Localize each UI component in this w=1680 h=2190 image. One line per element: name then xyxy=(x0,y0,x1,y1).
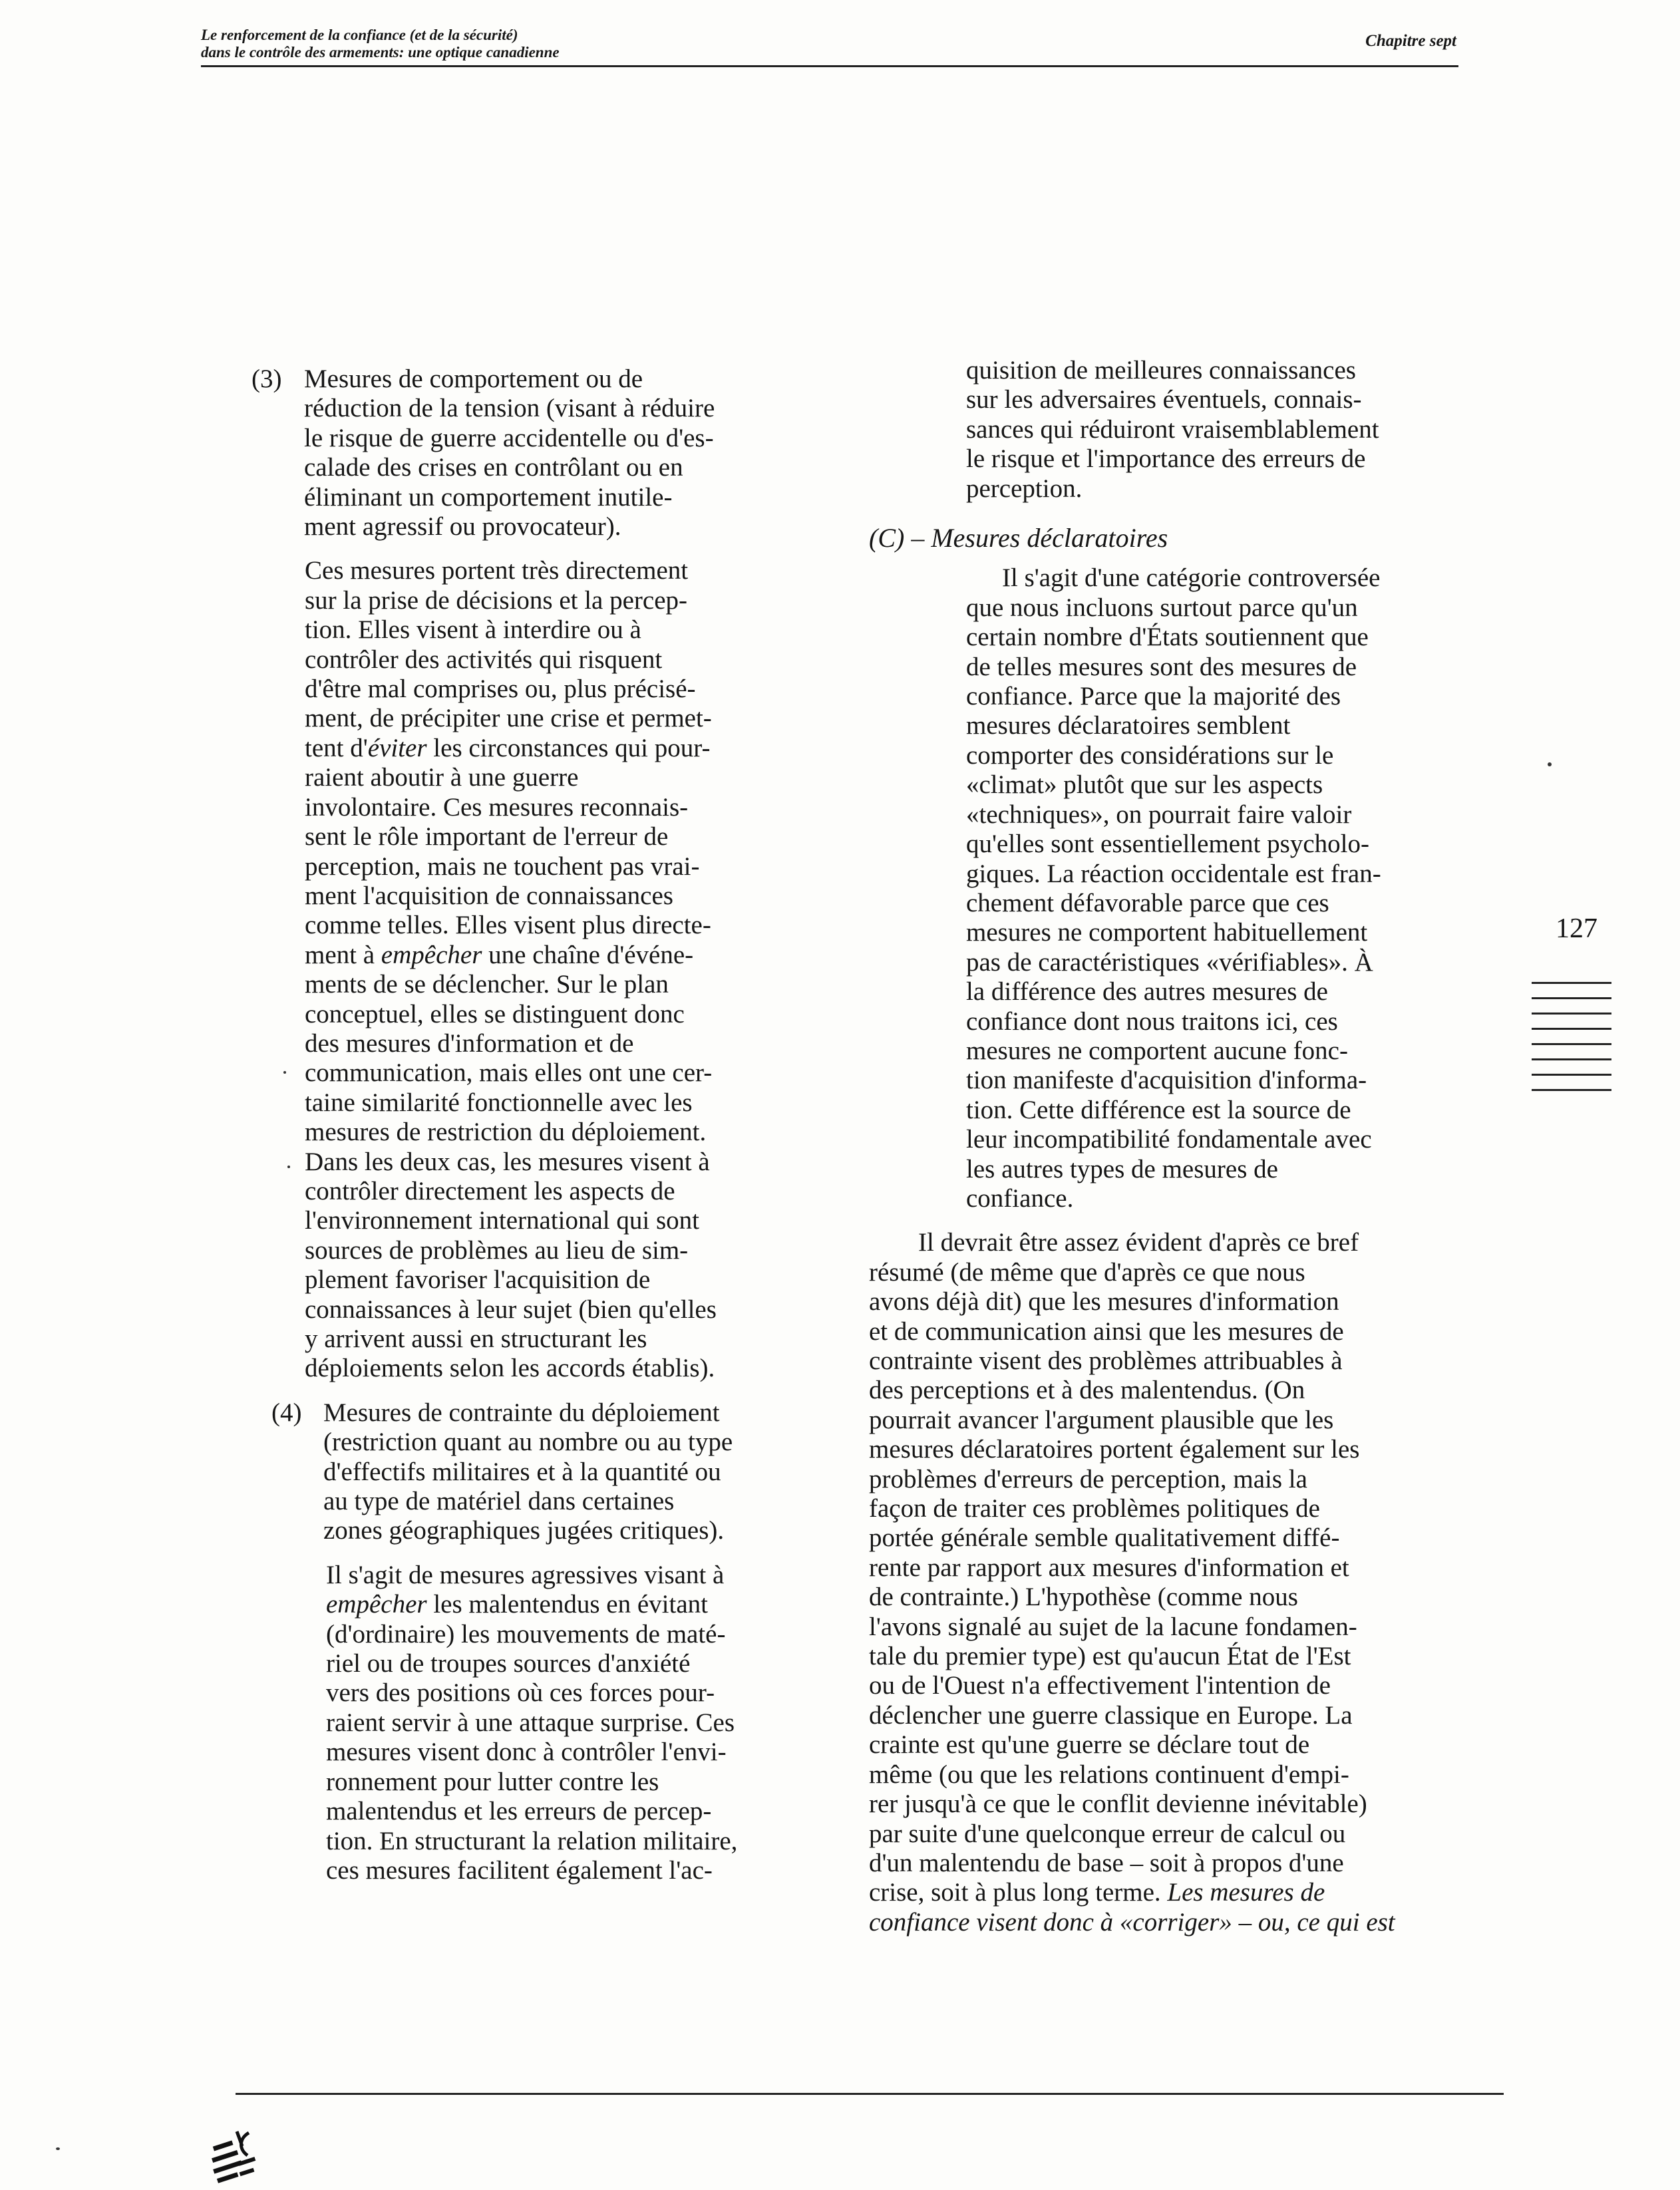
continuation-paragraph xyxy=(966,356,1464,504)
text-line: l'avons signalé au sujet de la lacune fondamen- xyxy=(869,1612,1357,1641)
text-line: ronnement pour lutter contre les xyxy=(326,1767,659,1796)
emphasis-empecher-2: empêcher xyxy=(326,1590,427,1619)
text-line: d'être mal comprises ou, plus précisé- xyxy=(305,675,696,704)
text-line: des perceptions et à des malentendus. (On xyxy=(869,1376,1305,1405)
scan-speck xyxy=(283,1071,286,1074)
text-line: ou de l'Ouest n'a effectivement l'intention de xyxy=(869,1671,1331,1700)
text-line: sur les adversaires éventuels, connais- xyxy=(966,385,1362,414)
text-line: ments de se déclencher. Sur le plan xyxy=(305,970,669,999)
text-line: ment l'acquisition de connaissances xyxy=(305,881,673,910)
text-line: raient aboutir à une guerre xyxy=(305,763,579,792)
text-line: au type de matériel dans certaines xyxy=(323,1487,675,1516)
text-line: Dans les deux cas, les mesures visent à xyxy=(305,1147,710,1176)
text-line: Il devrait être assez évident d'après ce bref xyxy=(918,1228,1359,1257)
text-line xyxy=(305,941,824,970)
text-line: sent le rôle important de l'erreur de xyxy=(305,822,669,852)
text-line: portée générale semble qualitativement diffé- xyxy=(869,1523,1340,1553)
running-header-title xyxy=(201,27,560,61)
text-line: résumé (de même que d'après ce que nous xyxy=(869,1257,1305,1287)
text-line: involontaire. Ces mesures reconnais- xyxy=(305,792,689,822)
text-line: ces mesures facilitent également l'ac- xyxy=(326,1855,713,1885)
text-line xyxy=(869,1908,1464,1937)
text-line: mesures ne comportent habituellement xyxy=(966,918,1368,947)
margin-rule xyxy=(1532,999,1611,1015)
emphasis-empecher: empêcher xyxy=(381,940,482,969)
text-line: mesures visent donc à contrôler l'envi- xyxy=(326,1738,727,1767)
list-item-3 xyxy=(252,365,824,542)
scan-speck xyxy=(56,2147,60,2150)
text-line: pourrait avancer l'argument plausible que les xyxy=(869,1405,1334,1434)
chapter-label: Chapitre sept xyxy=(1365,32,1456,50)
text-line: d'effectifs militaires et à la quantité ou xyxy=(323,1457,721,1486)
text-line: calade des crises en contrôlant ou en xyxy=(304,453,683,482)
text-line: crainte est qu'une guerre se déclare tout de xyxy=(869,1730,1310,1760)
text-line: mesures déclaratoires semblent xyxy=(966,711,1291,740)
list-item-3-number: (3) xyxy=(252,365,282,393)
text-run: les malentendus en évitant xyxy=(426,1590,708,1619)
spacer xyxy=(252,1384,824,1398)
text-line: plement favoriser l'acquisition de xyxy=(305,1265,651,1295)
text-line: façon de traiter ces problèmes politiques de xyxy=(869,1494,1320,1523)
text-line: tion. Elles visent à interdire ou à xyxy=(305,615,641,645)
text-line: leur incompatibilité fondamentale avec xyxy=(966,1125,1372,1154)
text-line: tion. En structurant la relation militaire, xyxy=(326,1826,738,1855)
conclusion-paragraph xyxy=(884,1228,1464,1257)
text-line: réduction de la tension (visant à réduire xyxy=(304,394,715,423)
emphasis-eviter: éviter xyxy=(367,733,427,762)
margin-rule xyxy=(1532,1030,1611,1045)
text-line xyxy=(326,1590,824,1619)
declaratory-paragraph xyxy=(966,563,1464,1213)
text-line: quisition de meilleures connaissances xyxy=(966,356,1356,385)
text-line: qu'elles sont essentiellement psycholo- xyxy=(966,830,1369,859)
header-title-line-1: Le renforcement de la confiance (et de la sécurité) xyxy=(201,27,518,43)
text-line: ment, de précipiter une crise et permet- xyxy=(305,704,712,733)
footer-rule xyxy=(236,2093,1504,2095)
text-line: certain nombre d'États soutiennent que xyxy=(966,623,1369,652)
right-column xyxy=(869,356,1464,1937)
text-line: taine similarité fonctionnelle avec les xyxy=(305,1088,693,1117)
text-line: conceptuel, elles se distinguent donc xyxy=(305,999,685,1028)
spacer xyxy=(252,542,824,556)
text-line: mesures ne comportent aucune fonc- xyxy=(966,1036,1348,1065)
text-line: de telles mesures sont des mesures de xyxy=(966,652,1357,681)
text-line: contrôler directement les aspects de xyxy=(305,1176,675,1205)
page-number: 127 xyxy=(1556,913,1597,944)
text-line: comporter des considérations sur le xyxy=(966,740,1334,770)
text-line: avons déjà dit) que les mesures d'information xyxy=(869,1287,1339,1317)
text-line: Il s'agit de mesures agressives visant à xyxy=(326,1560,725,1589)
header-rule xyxy=(201,65,1458,67)
list-item-4-number: (4) xyxy=(271,1398,302,1427)
text-line: de contrainte.) L'hypothèse (comme nous xyxy=(869,1583,1298,1612)
text-line: perception. xyxy=(966,474,1083,503)
emphasis-run: Les mesures de xyxy=(1167,1878,1325,1907)
text-line: confiance dont nous traitons ici, ces xyxy=(966,1007,1338,1036)
text-line: et de communication ainsi que les mesures de xyxy=(869,1317,1344,1346)
text-line: comme telles. Elles visent plus directe- xyxy=(305,911,711,940)
text-line: (restriction quant au nombre ou au type xyxy=(323,1428,733,1457)
text-line: tion manifeste d'acquisition d'informa- xyxy=(966,1066,1367,1095)
text-line: riel ou de troupes sources d'anxiété xyxy=(326,1649,691,1678)
text-line: tale du premier type) est qu'aucun État de l'Est xyxy=(869,1642,1351,1671)
emphasis-run: confiance visent donc à «corriger» – ou, ce qui est xyxy=(869,1907,1395,1937)
text-line: éliminant un comportement inutile- xyxy=(304,482,673,512)
text-run: une chaîne d'événe- xyxy=(482,940,694,969)
list-item-4-text xyxy=(323,1398,824,1546)
text-line: mesures déclaratoires portent également sur les xyxy=(869,1435,1360,1464)
text-line: giques. La réaction occidentale est fran- xyxy=(966,859,1381,888)
text-line: même (ou que les relations continuent d'empi- xyxy=(869,1760,1349,1789)
text-line: Il s'agit d'une catégorie controversée xyxy=(1002,563,1381,593)
text-line: l'environnement international qui sont xyxy=(305,1206,699,1235)
text-line: communication, mais elles ont une cer- xyxy=(305,1058,713,1088)
header-title-line-2: dans le contrôle des armements: une optique canadienne xyxy=(201,44,560,61)
margin-rule xyxy=(1532,1045,1611,1060)
margin-rule xyxy=(1532,1060,1611,1076)
text-line: ment agressif ou provocateur). xyxy=(304,512,621,542)
scan-speck xyxy=(1548,762,1552,766)
text-line: le risque de guerre accidentelle ou d'es- xyxy=(304,423,714,452)
text-run: les circonstances qui pour- xyxy=(426,733,711,762)
text-line: sources de problèmes au lieu de sim- xyxy=(305,1235,689,1265)
text-line: problèmes d'erreurs de perception, mais la xyxy=(869,1464,1307,1493)
text-run: ment à xyxy=(305,940,381,969)
text-line: «climat» plutôt que sur les aspects xyxy=(966,770,1323,800)
margin-rule xyxy=(1532,969,1611,984)
list-item-4 xyxy=(271,1398,824,1546)
text-line: Mesures de comportement ou de xyxy=(304,365,643,393)
list-item-3-text xyxy=(304,365,824,542)
text-line: «techniques», on pourrait faire valoir xyxy=(966,800,1352,829)
margin-rules xyxy=(1532,969,1611,1091)
scan-speck xyxy=(287,1166,290,1168)
conclusion-paragraph-body xyxy=(869,1258,1464,1937)
item-3-explanation xyxy=(305,556,824,1383)
text-line: malentendus et les erreurs de percep- xyxy=(326,1797,712,1826)
spacer xyxy=(869,1213,1464,1228)
text-line: pas de caractéristiques «vérifiables». À xyxy=(966,947,1373,977)
text-line xyxy=(869,1878,1464,1907)
spacer xyxy=(252,1546,824,1561)
text-line: tion. Cette différence est la source de xyxy=(966,1095,1351,1124)
text-line: le risque et l'importance des erreurs de xyxy=(966,444,1366,474)
item-4-explanation xyxy=(326,1561,824,1885)
text-line: confiance. xyxy=(966,1183,1074,1213)
text-line: que nous incluons surtout parce qu'un xyxy=(966,593,1358,622)
text-line: contrôler des activités qui risquent xyxy=(305,645,663,674)
text-line: déclencher une guerre classique en Europe. La xyxy=(869,1700,1353,1730)
text-line: d'un malentendu de base – soit à propos d'une xyxy=(869,1848,1344,1877)
text-line: vers des positions où ces forces pour- xyxy=(326,1678,715,1708)
text-line xyxy=(305,734,824,763)
text-line: confiance. Parce que la majorité des xyxy=(966,682,1341,711)
publisher-logo-icon xyxy=(209,2129,262,2185)
text-line: rente par rapport aux mesures d'information et xyxy=(869,1553,1349,1582)
text-line: perception, mais ne touchent pas vrai- xyxy=(305,852,700,881)
text-line: raient servir à une attaque surprise. Ces xyxy=(326,1708,735,1737)
text-line: connaissances à leur sujet (bien qu'elles xyxy=(305,1295,717,1324)
text-line: rer jusqu'à ce que le conflit devienne inévitable) xyxy=(869,1790,1367,1819)
text-run: tent d' xyxy=(305,733,368,762)
text-line: (d'ordinaire) les mouvements de maté- xyxy=(326,1619,726,1648)
text-line: sur la prise de décisions et la percep- xyxy=(305,585,688,615)
left-column xyxy=(252,365,824,1885)
margin-rule xyxy=(1532,1015,1611,1030)
text-line: la différence des autres mesures de xyxy=(966,977,1328,1007)
text-run: crise, soit à plus long terme. xyxy=(869,1878,1168,1907)
text-line: Ces mesures portent très directement xyxy=(305,556,689,585)
margin-rule xyxy=(1532,984,1611,999)
text-line: par suite d'une quelconque erreur de calcul ou xyxy=(869,1819,1346,1848)
text-line: y arrivent aussi en structurant les xyxy=(305,1325,647,1353)
text-line: les autres types de mesures de xyxy=(966,1154,1278,1183)
section-heading: (C) – Mesures déclaratoires xyxy=(869,523,1168,553)
text-line: contrainte visent des problèmes attribuables à xyxy=(869,1346,1343,1375)
text-line: déploiements selon les accords établis). xyxy=(305,1354,715,1383)
margin-rule xyxy=(1532,1076,1611,1091)
text-line: des mesures d'information et de xyxy=(305,1028,634,1058)
text-line: chement défavorable parce que ces xyxy=(966,888,1329,917)
text-line: Mesures de contrainte du déploiement xyxy=(323,1398,720,1427)
text-line: zones géographiques jugées critiques). xyxy=(323,1516,725,1545)
text-line: mesures de restriction du déploiement. xyxy=(305,1118,707,1147)
text-line: sances qui réduiront vraisemblablement xyxy=(966,414,1379,444)
